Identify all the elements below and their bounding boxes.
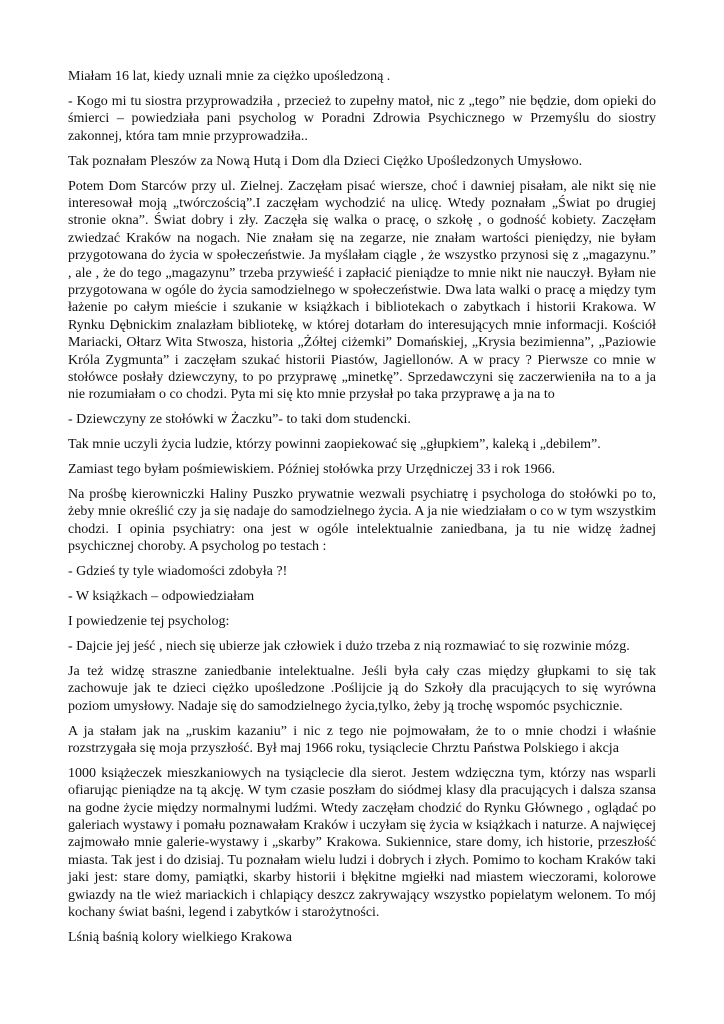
paragraph-feed-her: - Dajcie jej jeść , niech się ubierze jak człowiek i dużo trzeba z nią rozmawiać to się rozwinie mózg. [68,638,630,654]
document-page [68,68,656,954]
paragraph-urzednicza: Zamiast tego byłam pośmiewiskiem. Później stołówka przy Urzędniczej 33 i rok 1966. [68,462,556,478]
paragraph-closing-line: Lśnią baśnią kolory wielkiego Krakowa [68,929,292,945]
paragraph-zaczek: - Dziewczyny ze stołówki w Żaczku”- to taki dom studencki. [68,412,411,428]
paragraph-pleszow: Tak poznałam Pleszów za Nową Hutą i Dom dla Dzieci Ciężko Upośledzonych Umysłowo. [68,153,583,169]
paragraph-opening: Miałam 16 lat, kiedy uznali mnie za ciężko upośledzoną . [68,69,391,84]
paragraph-1000-ksiazeczek: 1000 książeczek mieszkaniowych na tysiąclecie dla sierot. Jestem wdzięczna tym, którzy nas wsparli ofiarując pieniądze na tą akcję. W tym czasie poszłam do siódmej klasy dla pracujących i dalsza szansa na godne życie między normalnymi ludźmi. Wtedy zaczęłam chodzić do Rynku Głównego , oglądać po galeriach wystawy i pomału poznawałam Kraków i uczyłam się życia w książkach i naturze. A najwięcej zajmowało mnie galerie-wystawy i „skarby” Krakowa. Sukiennice, stare domy, ich historie, przeszłość miasta. Tak jest i do dzisiaj. Tu poznałam wielu ludzi i dobrych i złych. Pomimo to kocham Kraków taki jaki jest: stare domy, pamiątki, skarby historii i błękitne mgiełki nad miastem wieczorami, kolorowe gwiazdy na tle wież mariackich i chlapiący deszcz zakrywający wszystko popielatym welonem. To mój kochany świat baśni, legend i zabytków i starożytności. [68,765,656,921]
paragraph-taught-life: Tak mnie uczyli życia ludzie, którzy powinni zaopiekować się „głupkiem”, kaleką i „debilem”. [68,437,601,453]
paragraph-dialogue-answer: - W książkach – odpowiedziałam [68,589,255,605]
paragraph-neglect: Ja też widzę straszne zaniedbanie intelektualne. Jeśli była cały czas między głupkami to się tak zachowuje jak te dzieci ciężko upośledzone .Poślijcie ją do Szkoły dla pracujących to się wyrówna poziom umysłowy. Nadaje się do samodzielnego życia,tylko, żeby ją trochę wspomóc psychicznie. [68,663,656,714]
paragraph-dom-starcow: Potem Dom Starców przy ul. Zielnej. Zaczęłam pisać wiersze, choć i dawniej pisałam, ale nikt się nie interesował moją „twórczością”.I zaczęłam wychodzić na ulicę. Wtedy poznałam „Świat po drugiej stronie okna”. Świat dobry i zły. Zaczęła się walka o pracę, o szkołę , o godność kobiety. Zaczęłam zwiedzać Kraków na nogach. Nie znałam się na zegarze, nie znałam wartości pieniędzy, nie byłam przygotowana do życia w społeczeństwie. Ja myślałam ciągle , że wszystko przynosi się z „magazynu.” , ale , że do tego „magazynu” trzeba przywieść i zapłacić pieniądze to mnie nikt nie nauczył. Byłam nie przygotowana w ogóle do życia samodzielnego w społeczeństwie. Dwa lata walki o pracę a między tym łażenie po całym mieście i szukanie w książkach i bibliotekach o zabytkach i historii Krakowa. W Rynku Dębnickim znalazłam bibliotekę, w której dotarłam do interesujących mnie informacji. Kościół Mariacki, Ołtarz Wita Stwosza, historia „Żółtej ciżemki” Domańskiej, „Krysia bezimienna”, „Paziowie Króla Zygmunta” i zaczęłam szukać historii Piastów, Jagiellonów. A w pracy ? Pierwsze co mnie w stołówce posłały dziewczyny, to po przyprawę „minetkę”. Sprzedawczyni się zaczerwieniła na to a ja nie rozumiałam o co chodzi. Pyta mi się kto mnie przysłał po taka przyprawę a ja na to [68,178,656,403]
paragraph-psychologist-quote: - Kogo mi tu siostra przyprowadziła , przecież to zupełny matoł, nic z „tego” nie będzie, dom opieki do śmierci – powiedziała pani psycholog w Poradni Zdrowia Psychicznego w Przemyślu do siostry zakonnej, która tam mnie przyprowadziła.. [68,93,656,144]
paragraph-psychologist-said: I powiedzenie tej psycholog: [68,613,230,629]
paragraph-psychiatrist: Na prośbę kierowniczki Haliny Puszko prywatnie wezwali psychiatrę i psychologa do stołówki po to, żeby mnie określić czy ja się nadaje do samodzielnego życia. A ja nie wiedziałam o co w tym wszystkim chodzi. I opinia psychiatry: ona jest w ogóle intelektualnie zaniedbana, ja tu nie widzę żadnej psychicznej choroby. A psycholog po testach : [68,487,656,555]
paragraph-ruskim-kazaniu: A ja stałam jak na „ruskim kazaniu” i nic z tego nie pojmowałam, że to o mnie chodzi i właśnie rozstrzygała się moja przyszłość. Był maj 1966 roku, tysiąclecie Chrztu Państwa Polskiego i akcja [68,723,656,756]
paragraph-dialogue-question: - Gdzieś ty tyle wiadomości zdobyła ?! [68,564,288,580]
